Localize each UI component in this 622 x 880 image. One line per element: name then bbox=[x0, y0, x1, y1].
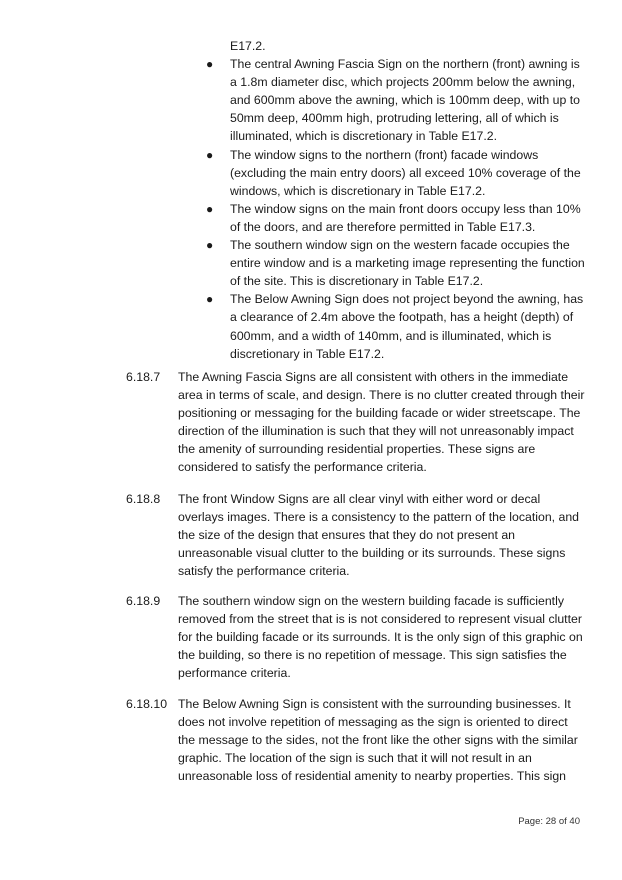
paragraph-text: The southern window sign on the western building facade is sufficiently removed from the street that is is not considered to represent visual clutter for the building facade or its surrounds. It is the only sign of this graphic on the building, so there is no repetition of message. This sign satisfies the performance criteria. bbox=[178, 594, 583, 681]
bullet-continuation: E17.2. bbox=[230, 39, 266, 53]
paragraph-6-18-10 bbox=[126, 695, 588, 785]
bullet-item bbox=[206, 146, 586, 200]
bullet-list bbox=[206, 37, 586, 363]
paragraph-number: 6.18.7 bbox=[126, 370, 161, 384]
paragraph-6-18-8 bbox=[126, 490, 588, 580]
bullet-icon: ● bbox=[206, 147, 214, 162]
bullet-item bbox=[206, 236, 586, 290]
bullet-icon: ● bbox=[206, 201, 214, 216]
paragraph-text: The Below Awning Sign is consistent with the surrounding businesses. It does not involve repetition of messaging as the sign is oriented to direct the message to the sides, not the front like the other signs with the similar graphic. The location of the sign is such that it will not result in an unreasonable loss of residential amenity to nearby properties. This sign bbox=[178, 697, 578, 784]
bullet-icon: ● bbox=[206, 238, 214, 253]
bullet-item bbox=[206, 290, 586, 362]
bullet-text: The window signs to the northern (front) facade windows (excluding the main entry doors) all exceed 10% coverage of the windows, which is discretionary in Table E17.2. bbox=[230, 147, 581, 198]
bullet-item bbox=[206, 200, 586, 236]
page-number: Page: 28 of 40 bbox=[518, 816, 580, 827]
paragraph-number: 6.18.10 bbox=[126, 697, 168, 711]
paragraph-text: The front Window Signs are all clear vinyl with either word or decal overlays images. There is a consistency to the pattern of the location, and the size of the design that ensures that they do not present an unreasonable visual clutter to the building or its surrounds. These signs satisfy the performance criteria. bbox=[178, 492, 580, 579]
bullet-icon: ● bbox=[206, 292, 214, 307]
paragraph-6-18-9 bbox=[126, 592, 588, 682]
bullet-text: The window signs on the main front doors occupy less than 10% of the doors, and are therefore permitted in Table E17.3. bbox=[230, 201, 581, 234]
bullet-text: The central Awning Fascia Sign on the northern (front) awning is a 1.8m diameter disc, which projects 200mm below the awning, and 600mm above the awning, which is 100mm deep, with up to 50mm deep, 400mm high, protruding lettering, all of which is illuminated, which is discretionary in Table E17.2. bbox=[230, 57, 580, 144]
paragraph-number: 6.18.8 bbox=[126, 492, 161, 506]
paragraph-text: The Awning Fascia Signs are all consistent with others in the immediate area in terms of scale, and design. There is no clutter created through their positioning or messaging for the building facade or wider streetscape. The direction of the illumination is such that they will not unreasonably impact the amenity of surrounding residential properties. These signs are considered to satisfy the performance criteria. bbox=[178, 370, 585, 475]
bullet-text: The southern window sign on the western facade occupies the entire window and is a marketing image representing the function of the site. This is discretionary in Table E17.2. bbox=[230, 238, 585, 289]
bullet-icon: ● bbox=[206, 57, 214, 72]
paragraph-6-18-7 bbox=[126, 368, 588, 477]
bullet-text: The Below Awning Sign does not project beyond the awning, has a clearance of 2.4m above the footpath, has a height (depth) of 600mm, and a width of 140mm, and is illuminated, which is discretionary in Table E17.2. bbox=[230, 292, 584, 361]
paragraph-number: 6.18.9 bbox=[126, 594, 161, 608]
bullet-item bbox=[206, 55, 586, 145]
